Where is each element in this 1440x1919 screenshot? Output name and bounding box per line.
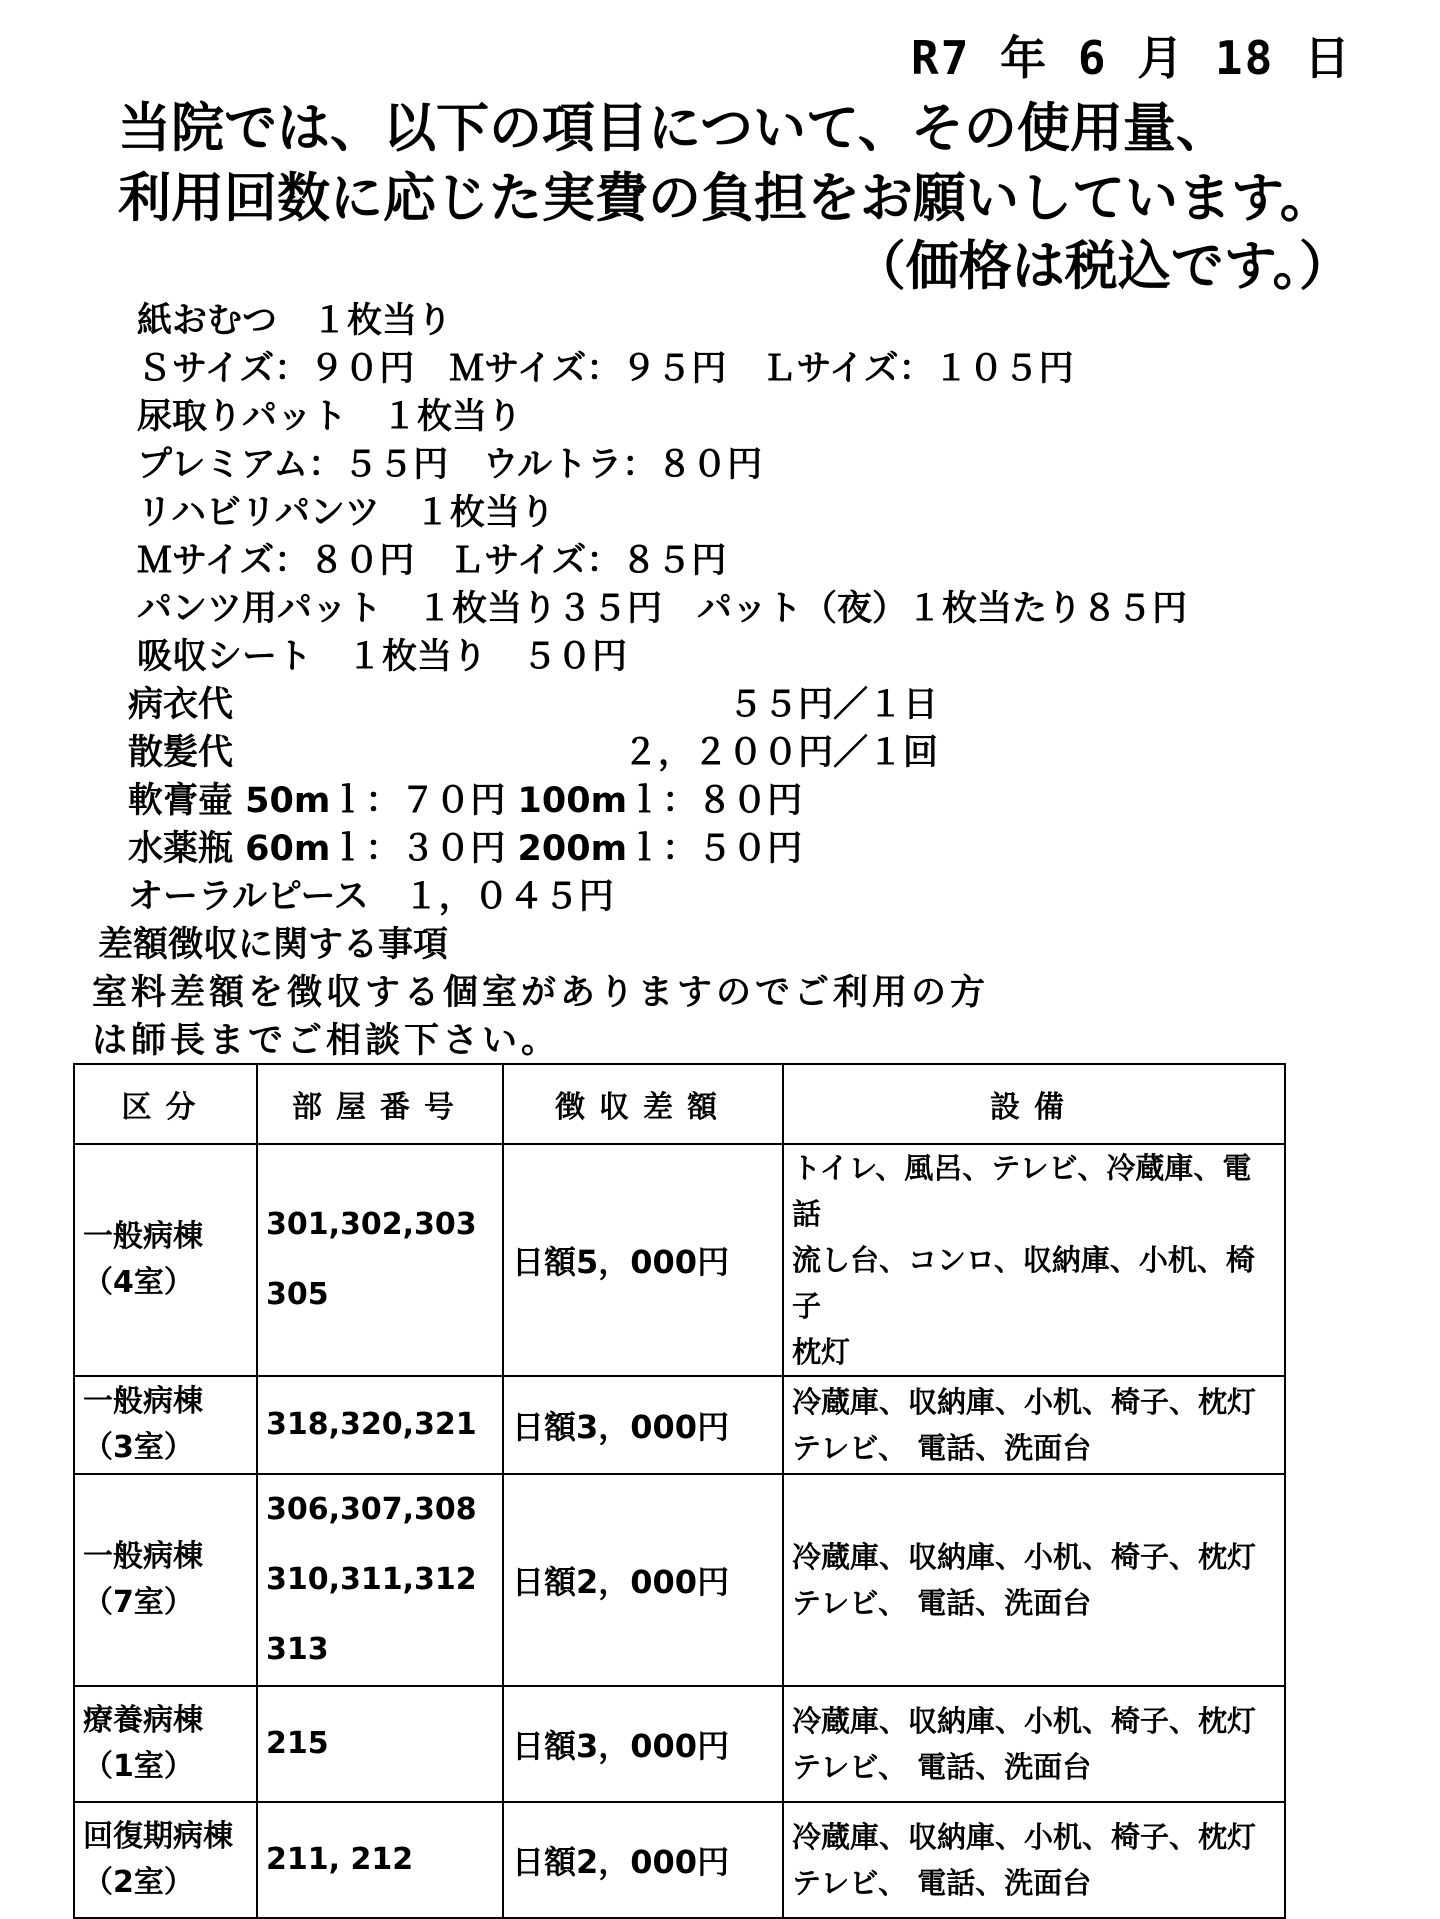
- gown-fee-value: ５５円／１日: [727, 685, 938, 725]
- table-row: [74, 1686, 1285, 1802]
- equipment-cell: トイレ、風呂、テレビ、冷蔵庫、電話 流し台、コンロ、収納庫、小机、椅子 枕灯: [783, 1144, 1285, 1376]
- oral-peace-price: オーラルピース １，０４５円: [128, 877, 614, 917]
- headline-tax-note: （価格は税込です。）: [852, 236, 1352, 297]
- gown-fee-label: 病衣代: [128, 685, 234, 725]
- fee-cell: 日額2，000円: [503, 1802, 783, 1918]
- ward-cell: 一般病棟 （4室）: [74, 1144, 257, 1376]
- header-room-number: 部屋番号: [257, 1064, 503, 1144]
- diaper-prices: Ｓサイズ：９０円 Ｍサイズ：９５円 Ｌサイズ：１０５円: [137, 349, 1074, 389]
- ward-cell: 一般病棟 （7室）: [74, 1474, 257, 1686]
- diaper-heading: 紙おむつ １枚当り: [137, 301, 453, 341]
- table-header-row: [74, 1064, 1285, 1144]
- document-date: R7 年 6 月 18 日: [911, 31, 1352, 85]
- equipment-cell: 冷蔵庫、収納庫、小机、椅子、枕灯 テレビ、 電話、洗面台: [783, 1686, 1285, 1802]
- table-row: [74, 1802, 1285, 1918]
- rooms-cell: 306,307,308 310,311,312 313: [257, 1474, 503, 1686]
- differential-line-1: 室料差額を徴収する個室がありますのでご利用の方: [92, 973, 990, 1013]
- ward-cell: 一般病棟 （3室）: [74, 1376, 257, 1474]
- header-fee: 徴収差額: [503, 1064, 783, 1144]
- haircut-fee-value: ２，２００円／１回: [622, 733, 938, 773]
- absorbent-sheet-price: 吸収シート １枚当り ５０円: [137, 637, 628, 677]
- rooms-cell: 301,302,303 305: [257, 1144, 503, 1376]
- urine-pad-heading: 尿取りパット １枚当り: [137, 397, 523, 437]
- rooms-cell: 211, 212: [257, 1802, 503, 1918]
- table-row: [74, 1144, 1285, 1376]
- room-fee-table: [73, 1063, 1286, 1919]
- rehab-pants-heading: リハビリパンツ １枚当り: [137, 493, 555, 533]
- haircut-fee-label: 散髪代: [128, 733, 234, 773]
- table-row: [74, 1376, 1285, 1474]
- rooms-cell: 215: [257, 1686, 503, 1802]
- rooms-cell: 318,320,321: [257, 1376, 503, 1474]
- fee-cell: 日額5，000円: [503, 1144, 783, 1376]
- equipment-cell: 冷蔵庫、収納庫、小机、椅子、枕灯 テレビ、 電話、洗面台: [783, 1376, 1285, 1474]
- equipment-cell: 冷蔵庫、収納庫、小机、椅子、枕灯 テレビ、 電話、洗面台: [783, 1802, 1285, 1918]
- ward-cell: 回復期病棟 （2室）: [74, 1802, 257, 1918]
- differential-heading: 差額徴収に関する事項: [98, 925, 449, 965]
- liquid-bottle-prices: 水薬瓶 60mｌ：３０円 200mｌ：５０円: [128, 829, 803, 869]
- header-equipment: 設備: [783, 1064, 1285, 1144]
- equipment-cell: 冷蔵庫、収納庫、小机、椅子、枕灯 テレビ、 電話、洗面台: [783, 1474, 1285, 1686]
- header-category: 区分: [74, 1064, 257, 1144]
- headline-line-2: 利用回数に応じた実費の負担をお願いしています。: [118, 168, 1333, 229]
- pants-pad-prices: パンツ用パット １枚当り３５円 パット（夜）１枚当たり８５円: [137, 589, 1188, 629]
- urine-pad-prices: プレミアム：５５円 ウルトラ：８０円: [137, 445, 763, 485]
- ointment-jar-prices: 軟膏壷 50mｌ：７０円 100mｌ：８０円: [128, 781, 803, 821]
- fee-cell: 日額3，000円: [503, 1376, 783, 1474]
- fee-cell: 日額2，000円: [503, 1474, 783, 1686]
- fee-cell: 日額3，000円: [503, 1686, 783, 1802]
- headline-line-1: 当院では、以下の項目について、その使用量、: [118, 98, 1229, 159]
- table-row: [74, 1474, 1285, 1686]
- rehab-pants-prices: Ｍサイズ：８０円 Ｌサイズ：８５円: [137, 541, 727, 581]
- ward-cell: 療養病棟 （1室）: [74, 1686, 257, 1802]
- differential-line-2: は師長までご相談下さい。: [92, 1021, 561, 1061]
